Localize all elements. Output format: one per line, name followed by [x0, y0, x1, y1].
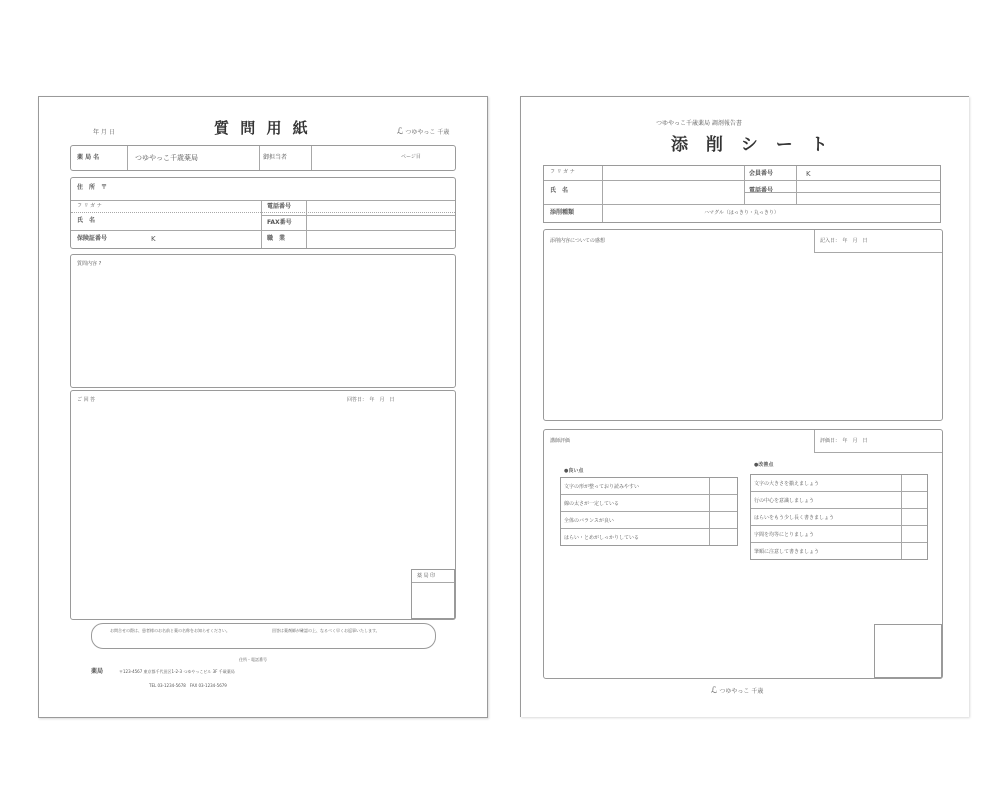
footer-line1: 住所・電話番号 — [239, 657, 267, 662]
form-title: 質 問 用 紙 — [214, 119, 311, 137]
improvement-table — [750, 474, 928, 560]
insurance-value: K — [151, 235, 156, 243]
table-row — [751, 543, 927, 559]
improvement-item: 文字の大きさを揃えましょう — [754, 481, 820, 487]
grade-stamp-box — [874, 624, 942, 678]
improvement-item: 字間を均等にとりましょう — [754, 532, 815, 538]
feedback-box[interactable] — [543, 229, 943, 421]
correction-sheet — [520, 96, 969, 717]
table-row — [751, 475, 927, 492]
question-box[interactable] — [70, 254, 456, 388]
furigana-label-r: フ リ ガ ナ — [550, 169, 575, 175]
question-label: 質問内容 ? — [77, 261, 102, 267]
table-row — [751, 492, 927, 509]
table-row — [561, 478, 737, 495]
notice-right: 回答は薬剤師が確認の上、なるべく早くお返事いたします。 — [272, 628, 380, 633]
table-row — [561, 529, 737, 545]
good-point-item: 全体のバランスが良い — [564, 518, 614, 524]
category-value: ハマグル（はっきり・丸っきり） — [704, 210, 779, 216]
good-point-item: 線の太さが一定している — [564, 501, 620, 507]
feedback-date: 記入日： 年 月 日 — [820, 238, 868, 244]
table-row — [751, 526, 927, 543]
page-note: ページ目 — [401, 154, 421, 160]
improvement-item: 筆順に注意して書きましょう — [754, 549, 820, 555]
notice-left: お問合せの際は、患者様のお名前と薬の名称をお知らせください。 — [110, 628, 230, 633]
footer-company: 〒123-4567 東京都千代田区1-2-3 つゆやっこビル 3F 千歳薬局 — [119, 669, 235, 674]
phone-label: 電話番号 — [267, 203, 292, 210]
logo-icon: ℒ — [711, 686, 718, 696]
address-label: 住 所 〒 — [77, 184, 108, 191]
table-row — [751, 509, 927, 526]
teacher-date: 評価日： 年 月 日 — [820, 438, 868, 444]
good-points-table — [560, 477, 738, 546]
notice-banner — [91, 623, 436, 649]
pharmacy-stamp-box — [411, 569, 455, 619]
footer-company-label: 薬局 — [91, 668, 104, 675]
logo-text-r: つゆやっこ 千歳 — [719, 688, 764, 695]
table-row — [561, 495, 737, 512]
feedback-label: 添削内容についての感想 — [550, 238, 605, 244]
table-row — [561, 512, 737, 529]
question-form-sheet — [38, 96, 488, 718]
answer-label: ご 回 答 — [77, 397, 96, 403]
stamp-label: 薬 局 印 — [417, 573, 436, 579]
store-label: 薬 局 名 — [77, 154, 100, 161]
improvement-title: ●改善点 — [754, 462, 774, 468]
sheet-title: 添 削 シ ー ト — [671, 135, 834, 155]
patient-info-section — [70, 177, 456, 249]
store-section — [70, 145, 456, 171]
date-header: 年 月 日 — [93, 129, 115, 136]
answer-box — [70, 390, 456, 620]
phone-label-r: 電話番号 — [749, 187, 774, 194]
brand-logo — [397, 128, 449, 137]
category-label: 添削種類 — [550, 209, 575, 216]
teacher-evaluation-box — [543, 429, 943, 679]
insurance-label: 保険証番号 — [77, 235, 108, 242]
store-contact: 御担当者 — [263, 154, 288, 161]
footer-line3: TEL 03-1234-5678 FAX 03-1234-5679 — [149, 683, 227, 688]
member-label: 会員番号 — [749, 170, 774, 177]
logo-icon: ℒ — [397, 127, 404, 137]
improvement-item: 行の中心を意識しましょう — [754, 498, 815, 504]
answer-date: 回答日： 年 月 日 — [347, 397, 395, 403]
brand-logo-r — [711, 687, 763, 696]
teacher-label: 講師評価 — [550, 438, 571, 444]
name-label: 氏 名 — [77, 217, 96, 224]
fax-label: FAX番号 — [267, 219, 292, 226]
good-point-item: はらい・とめがしっかりしている — [564, 535, 640, 541]
logo-text: つゆやっこ 千歳 — [405, 129, 450, 136]
name-label-r: 氏 名 — [550, 187, 569, 194]
furigana-label: フ リ ガ ナ — [77, 203, 102, 209]
member-info-section — [543, 165, 941, 223]
improvement-item: はらいをもう少し長く書きましょう — [754, 515, 835, 521]
member-value: K — [806, 170, 811, 178]
occupation-label: 職 業 — [267, 235, 286, 242]
sheet-subtitle: つゆやっこ千歳薬局 調剤報告書 — [656, 120, 742, 127]
store-name: つゆやっこ千歳薬局 — [135, 154, 198, 162]
good-points-title: ●良い点 — [564, 468, 584, 474]
good-point-item: 文字の形が整っており読みやすい — [564, 484, 640, 490]
